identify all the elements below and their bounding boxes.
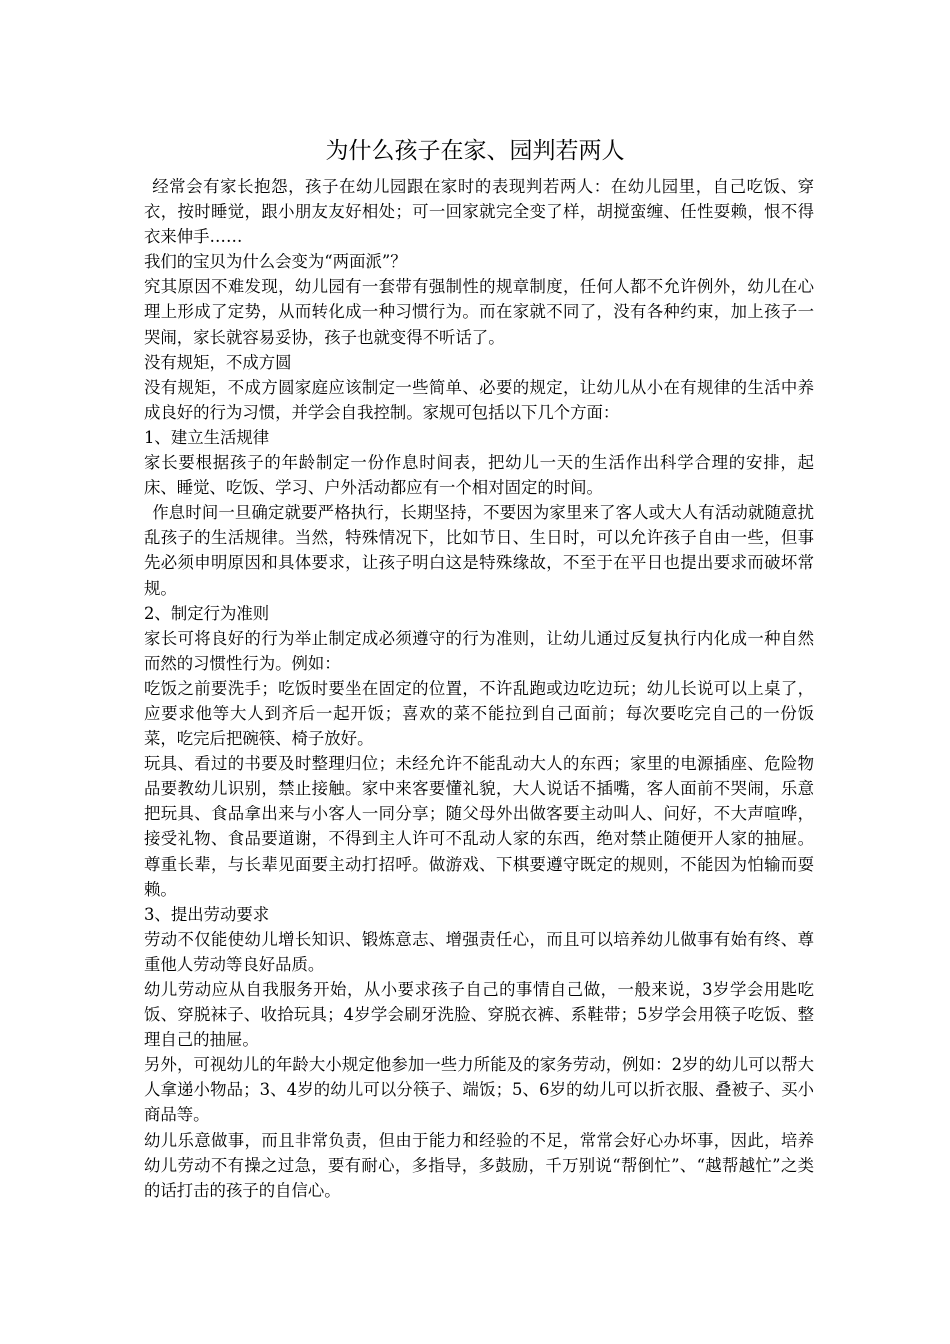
paragraph: 劳动不仅能使幼儿增长知识、锻炼意志、增强责任心，而且可以培养幼儿做事有始有终、尊重他人劳动等良好品质。 xyxy=(144,929,814,974)
paragraph: 玩具、看过的书要及时整理归位；未经允许不能乱动大人的东西；家里的电源插座、危险物品要教幼儿识别，禁止接触。家中来客要懂礼貌，大人说话不插嘴，客人面前不哭闹，乐意把玩具、食品拿出来与小客人一同分享；随父母外出做客要主动叫人、问好，不大声喧哗，接受礼物、食品要道谢，不得到主人许可不乱动人家的东西，绝对禁止随便开人家的抽屉。尊重长辈，与长辈见面要主动打招呼。做游戏、下棋要遵守既定的规则，不能因为怕输而耍赖。 xyxy=(144,754,814,899)
document-body xyxy=(144,174,814,1203)
section-heading: 3、提出劳动要求 xyxy=(144,904,270,924)
paragraph: 我们的宝贝为什么会变为“两面派”？ xyxy=(144,252,407,272)
paragraph: 幼儿劳动应从自我服务开始，从小要求孩子自己的事情自己做，一般来说，3岁学会用匙吃饭、穿脱袜子、收拾玩具；4岁学会刷牙洗脸、穿脱衣裤、系鞋带；5岁学会用筷子吃饭、整理自己的抽屉。 xyxy=(144,980,814,1050)
paragraph: 幼儿乐意做事，而且非常负责，但由于能力和经验的不足，常常会好心办坏事，因此，培养幼儿劳动不有操之过急，要有耐心，多指导，多鼓励，千万别说“帮倒忙”、“越帮越忙”之类的话打击的孩子的自信心。 xyxy=(144,1130,814,1200)
paragraph: 作息时间一旦确定就要严格执行，长期坚持，不要因为家里来了客人或大人有活动就随意扰乱孩子的生活规律。当然，特殊情况下，比如节日、生日时，可以允许孩子自由一些，但事先必须申明原因和具体要求，让孩子明白这是特殊缘故，不至于在平日也提出要求而破坏常规。 xyxy=(144,503,814,598)
paragraph: 吃饭之前要洗手；吃饭时要坐在固定的位置，不许乱跑或边吃边玩；幼儿长说可以上桌了，应要求他等大人到齐后一起开饭；喜欢的菜不能拉到自己面前；每次要吃完自己的一份饭菜，吃完后把碗筷、椅子放好。 xyxy=(144,678,814,749)
paragraph: 经常会有家长抱怨，孩子在幼儿园跟在家时的表现判若两人：在幼儿园里，自己吃饭、穿衣，按时睡觉，跟小朋友友好相处；可一回家就完全变了样，胡搅蛮缠、任性耍赖，恨不得衣来伸手…… xyxy=(144,177,814,247)
paragraph: 另外，可视幼儿的年龄大小规定他参加一些力所能及的家务劳动，例如：2岁的幼儿可以帮大人拿递小物品；3、4岁的幼儿可以分筷子、端饭；5、6岁的幼儿可以折衣服、叠被子、买小商品等。 xyxy=(144,1055,814,1125)
paragraph: 究其原因不难发现，幼儿园有一套带有强制性的规章制度，任何人都不允许例外，幼儿在心理上形成了定势，从而转化成一种习惯行为。而在家就不同了，没有各种约束，加上孩子一哭闹，家长就容易妥协，孩子也就变得不听话了。 xyxy=(144,277,814,347)
paragraph: 家长要根据孩子的年龄制定一份作息时间表，把幼儿一天的生活作出科学合理的安排，起床、睡觉、吃饭、学习、户外活动都应有一个相对固定的时间。 xyxy=(144,453,814,498)
page-title: 为什么孩子在家、园判若两人 xyxy=(325,138,625,164)
paragraph: 家长可将良好的行为举止制定成必须遵守的行为准则，让幼儿通过反复执行内化成一种自然而然的习惯性行为。例如： xyxy=(144,628,814,673)
section-heading: 没有规矩，不成方圆 xyxy=(144,352,292,372)
section-heading: 2、制定行为准则 xyxy=(144,603,270,623)
paragraph: 没有规矩，不成方圆家庭应该制定一些简单、必要的规定，让幼儿从小在有规律的生活中养成良好的行为习惯，并学会自我控制。家规可包括以下几个方面： xyxy=(144,377,814,422)
section-heading: 1、建立生活规律 xyxy=(144,427,270,447)
